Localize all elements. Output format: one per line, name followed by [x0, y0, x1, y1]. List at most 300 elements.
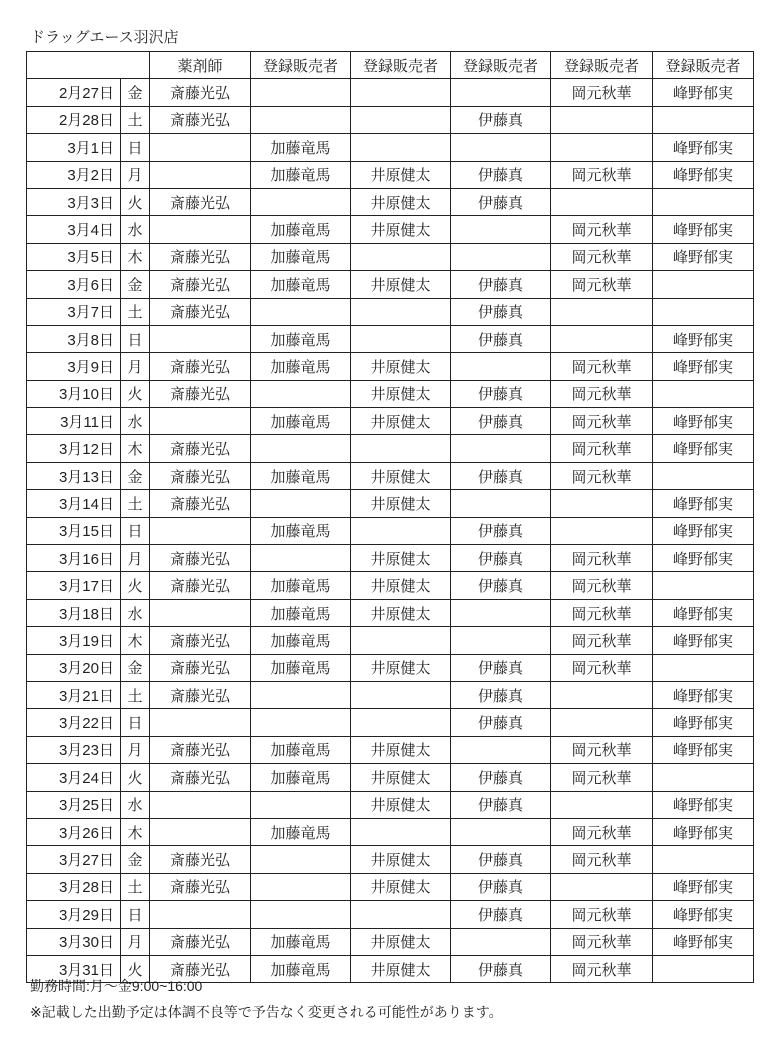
seller-cell: [451, 736, 551, 763]
weekday-cell: 土: [121, 298, 150, 325]
seller-cell: 井原健太: [351, 161, 451, 188]
table-row: [27, 681, 754, 708]
weekday-cell: 金: [121, 846, 150, 873]
seller-cell: 峰野郁実: [653, 134, 754, 161]
weekday-cell: 日: [121, 134, 150, 161]
weekday-cell: 金: [121, 79, 150, 106]
seller-cell: [351, 106, 451, 133]
column-header: [27, 52, 150, 79]
table-row: [27, 435, 754, 462]
pharmacist-cell: [150, 517, 251, 544]
seller-cell: 峰野郁実: [653, 901, 754, 928]
seller-cell: [653, 955, 754, 982]
weekday-cell: 日: [121, 517, 150, 544]
seller-cell: 加藤竜馬: [251, 517, 351, 544]
seller-cell: 井原健太: [351, 408, 451, 435]
weekday-cell: 土: [121, 873, 150, 900]
seller-cell: 峰野郁実: [653, 435, 754, 462]
column-header: 登録販売者: [251, 52, 351, 79]
date-cell: 3月15日: [27, 517, 121, 544]
pharmacist-cell: 斎藤光弘: [150, 79, 251, 106]
pharmacist-cell: [150, 599, 251, 626]
disclaimer-note: ※記載した出勤予定は体調不良等で予告なく変更される可能性があります。: [30, 1004, 503, 1020]
seller-cell: [351, 901, 451, 928]
seller-cell: [551, 188, 653, 215]
pharmacist-cell: 斎藤光弘: [150, 490, 251, 517]
weekday-cell: 木: [121, 818, 150, 845]
seller-cell: 井原健太: [351, 188, 451, 215]
seller-cell: 伊藤真: [451, 572, 551, 599]
pharmacist-cell: 斎藤光弘: [150, 736, 251, 763]
seller-cell: 岡元秋華: [551, 654, 653, 681]
seller-cell: [653, 380, 754, 407]
seller-cell: 井原健太: [351, 599, 451, 626]
seller-cell: [653, 188, 754, 215]
table-row: [27, 408, 754, 435]
seller-cell: 伊藤真: [451, 380, 551, 407]
seller-cell: [551, 709, 653, 736]
column-header: 薬剤師: [150, 52, 251, 79]
date-cell: 3月28日: [27, 873, 121, 900]
table-row: [27, 134, 754, 161]
seller-cell: 加藤竜馬: [251, 353, 351, 380]
seller-cell: 伊藤真: [451, 161, 551, 188]
pharmacist-cell: [150, 408, 251, 435]
date-cell: 3月9日: [27, 353, 121, 380]
seller-cell: [451, 928, 551, 955]
seller-cell: 岡元秋華: [551, 599, 653, 626]
seller-cell: 井原健太: [351, 736, 451, 763]
date-cell: 3月12日: [27, 435, 121, 462]
weekday-cell: 月: [121, 161, 150, 188]
seller-cell: [451, 490, 551, 517]
weekday-cell: 月: [121, 353, 150, 380]
seller-cell: 岡元秋華: [551, 462, 653, 489]
seller-cell: 岡元秋華: [551, 846, 653, 873]
seller-cell: 伊藤真: [451, 188, 551, 215]
seller-cell: 加藤竜馬: [251, 161, 351, 188]
seller-cell: [653, 106, 754, 133]
seller-cell: 加藤竜馬: [251, 955, 351, 982]
pharmacist-cell: [150, 325, 251, 352]
date-cell: 3月11日: [27, 408, 121, 435]
seller-cell: 峰野郁実: [653, 490, 754, 517]
pharmacist-cell: 斎藤光弘: [150, 654, 251, 681]
seller-cell: 伊藤真: [451, 654, 551, 681]
column-header: 登録販売者: [351, 52, 451, 79]
seller-cell: 峰野郁実: [653, 873, 754, 900]
pharmacist-cell: 斎藤光弘: [150, 243, 251, 270]
seller-cell: [251, 709, 351, 736]
weekday-cell: 月: [121, 736, 150, 763]
seller-cell: 加藤竜馬: [251, 572, 351, 599]
weekday-cell: 火: [121, 572, 150, 599]
seller-cell: 井原健太: [351, 928, 451, 955]
date-cell: 3月26日: [27, 818, 121, 845]
date-cell: 3月3日: [27, 188, 121, 215]
seller-cell: 伊藤真: [451, 106, 551, 133]
seller-cell: 加藤竜馬: [251, 271, 351, 298]
date-cell: 3月5日: [27, 243, 121, 270]
seller-cell: 伊藤真: [451, 901, 551, 928]
weekday-cell: 土: [121, 106, 150, 133]
seller-cell: 岡元秋華: [551, 435, 653, 462]
table-row: [27, 325, 754, 352]
seller-cell: [653, 298, 754, 325]
date-cell: 3月30日: [27, 928, 121, 955]
weekday-cell: 金: [121, 271, 150, 298]
seller-cell: [653, 271, 754, 298]
seller-cell: 加藤竜馬: [251, 462, 351, 489]
pharmacist-cell: [150, 901, 251, 928]
seller-cell: [551, 490, 653, 517]
seller-cell: 井原健太: [351, 791, 451, 818]
table-row: [27, 216, 754, 243]
weekday-cell: 日: [121, 709, 150, 736]
seller-cell: 伊藤真: [451, 764, 551, 791]
date-cell: 3月18日: [27, 599, 121, 626]
weekday-cell: 水: [121, 216, 150, 243]
seller-cell: [451, 216, 551, 243]
date-cell: 3月17日: [27, 572, 121, 599]
seller-cell: [551, 873, 653, 900]
seller-cell: 伊藤真: [451, 791, 551, 818]
seller-cell: 岡元秋華: [551, 353, 653, 380]
seller-cell: [251, 681, 351, 708]
date-cell: 3月25日: [27, 791, 121, 818]
seller-cell: [351, 627, 451, 654]
weekday-cell: 土: [121, 490, 150, 517]
weekday-cell: 土: [121, 681, 150, 708]
date-cell: 3月16日: [27, 545, 121, 572]
pharmacist-cell: [150, 134, 251, 161]
date-cell: 3月6日: [27, 271, 121, 298]
shift-schedule-table: [26, 51, 754, 983]
table-row: [27, 188, 754, 215]
date-cell: 3月19日: [27, 627, 121, 654]
seller-cell: 井原健太: [351, 545, 451, 572]
seller-cell: [251, 846, 351, 873]
pharmacist-cell: 斎藤光弘: [150, 681, 251, 708]
seller-cell: [251, 490, 351, 517]
seller-cell: 峰野郁実: [653, 545, 754, 572]
seller-cell: 峰野郁実: [653, 517, 754, 544]
seller-cell: [351, 681, 451, 708]
table-row: [27, 353, 754, 380]
seller-cell: [551, 298, 653, 325]
table-row: [27, 736, 754, 763]
seller-cell: [551, 325, 653, 352]
seller-cell: 峰野郁実: [653, 325, 754, 352]
table-row: [27, 791, 754, 818]
weekday-cell: 火: [121, 188, 150, 215]
weekday-cell: 水: [121, 408, 150, 435]
seller-cell: [251, 380, 351, 407]
weekday-cell: 日: [121, 901, 150, 928]
seller-cell: [351, 298, 451, 325]
seller-cell: 岡元秋華: [551, 901, 653, 928]
seller-cell: 伊藤真: [451, 955, 551, 982]
pharmacist-cell: 斎藤光弘: [150, 928, 251, 955]
seller-cell: [451, 134, 551, 161]
seller-cell: 峰野郁実: [653, 736, 754, 763]
weekday-cell: 火: [121, 955, 150, 982]
pharmacist-cell: 斎藤光弘: [150, 298, 251, 325]
seller-cell: 岡元秋華: [551, 764, 653, 791]
date-cell: 3月7日: [27, 298, 121, 325]
pharmacist-cell: [150, 161, 251, 188]
table-row: [27, 545, 754, 572]
seller-cell: [351, 243, 451, 270]
table-row: [27, 928, 754, 955]
seller-cell: 伊藤真: [451, 325, 551, 352]
date-cell: 3月14日: [27, 490, 121, 517]
seller-cell: 加藤竜馬: [251, 928, 351, 955]
table-row: [27, 298, 754, 325]
seller-cell: 伊藤真: [451, 271, 551, 298]
date-cell: 2月27日: [27, 79, 121, 106]
seller-cell: [653, 764, 754, 791]
seller-cell: 岡元秋華: [551, 79, 653, 106]
date-cell: 2月28日: [27, 106, 121, 133]
seller-cell: [451, 627, 551, 654]
seller-cell: 加藤竜馬: [251, 408, 351, 435]
pharmacist-cell: 斎藤光弘: [150, 873, 251, 900]
seller-cell: 岡元秋華: [551, 818, 653, 845]
working-hours-note: 勤務時間:月～金9:00~16:00: [30, 978, 203, 994]
seller-cell: 加藤竜馬: [251, 325, 351, 352]
seller-cell: 峰野郁実: [653, 681, 754, 708]
column-header: 登録販売者: [451, 52, 551, 79]
seller-cell: 加藤竜馬: [251, 654, 351, 681]
pharmacist-cell: 斎藤光弘: [150, 955, 251, 982]
date-cell: 3月20日: [27, 654, 121, 681]
weekday-cell: 木: [121, 243, 150, 270]
weekday-cell: 火: [121, 380, 150, 407]
weekday-cell: 水: [121, 791, 150, 818]
table-row: [27, 161, 754, 188]
seller-cell: 伊藤真: [451, 873, 551, 900]
seller-cell: 加藤竜馬: [251, 216, 351, 243]
seller-cell: 岡元秋華: [551, 955, 653, 982]
table-row: [27, 490, 754, 517]
date-cell: 3月29日: [27, 901, 121, 928]
table-row: [27, 380, 754, 407]
date-cell: 3月23日: [27, 736, 121, 763]
seller-cell: 伊藤真: [451, 462, 551, 489]
seller-cell: [451, 243, 551, 270]
seller-cell: [351, 517, 451, 544]
seller-cell: [653, 846, 754, 873]
seller-cell: [251, 545, 351, 572]
weekday-cell: 木: [121, 627, 150, 654]
pharmacist-cell: 斎藤光弘: [150, 353, 251, 380]
seller-cell: 井原健太: [351, 380, 451, 407]
seller-cell: 峰野郁実: [653, 791, 754, 818]
seller-cell: 伊藤真: [451, 709, 551, 736]
table-row: [27, 901, 754, 928]
seller-cell: 峰野郁実: [653, 79, 754, 106]
seller-cell: 峰野郁実: [653, 928, 754, 955]
seller-cell: 峰野郁実: [653, 216, 754, 243]
pharmacist-cell: 斎藤光弘: [150, 106, 251, 133]
seller-cell: 加藤竜馬: [251, 599, 351, 626]
seller-cell: 井原健太: [351, 271, 451, 298]
seller-cell: [351, 79, 451, 106]
seller-cell: [451, 435, 551, 462]
pharmacist-cell: 斎藤光弘: [150, 380, 251, 407]
seller-cell: [551, 106, 653, 133]
pharmacist-cell: 斎藤光弘: [150, 435, 251, 462]
seller-cell: [351, 435, 451, 462]
seller-cell: 井原健太: [351, 873, 451, 900]
table-row: [27, 627, 754, 654]
seller-cell: 峰野郁実: [653, 599, 754, 626]
seller-cell: [251, 106, 351, 133]
date-cell: 3月10日: [27, 380, 121, 407]
seller-cell: 岡元秋華: [551, 243, 653, 270]
seller-cell: 井原健太: [351, 654, 451, 681]
seller-cell: 峰野郁実: [653, 161, 754, 188]
pharmacist-cell: 斎藤光弘: [150, 846, 251, 873]
pharmacist-cell: 斎藤光弘: [150, 188, 251, 215]
table-row: [27, 873, 754, 900]
seller-cell: [251, 873, 351, 900]
seller-cell: 峰野郁実: [653, 627, 754, 654]
seller-cell: [653, 462, 754, 489]
seller-cell: [653, 572, 754, 599]
seller-cell: 岡元秋華: [551, 545, 653, 572]
weekday-cell: 水: [121, 599, 150, 626]
table-row: [27, 654, 754, 681]
weekday-cell: 金: [121, 462, 150, 489]
seller-cell: [251, 79, 351, 106]
seller-cell: [351, 818, 451, 845]
seller-cell: [251, 901, 351, 928]
table-row: [27, 599, 754, 626]
seller-cell: 加藤竜馬: [251, 736, 351, 763]
column-header: 登録販売者: [551, 52, 653, 79]
seller-cell: 井原健太: [351, 955, 451, 982]
table-row: [27, 572, 754, 599]
seller-cell: 井原健太: [351, 572, 451, 599]
table-row: [27, 818, 754, 845]
seller-cell: 加藤竜馬: [251, 818, 351, 845]
date-cell: 3月13日: [27, 462, 121, 489]
table-row: [27, 106, 754, 133]
pharmacist-cell: 斎藤光弘: [150, 545, 251, 572]
seller-cell: 井原健太: [351, 846, 451, 873]
weekday-cell: 木: [121, 435, 150, 462]
header-row: [27, 52, 754, 79]
date-cell: 3月22日: [27, 709, 121, 736]
seller-cell: [451, 353, 551, 380]
column-header: 登録販売者: [653, 52, 754, 79]
date-cell: 3月21日: [27, 681, 121, 708]
date-cell: 3月31日: [27, 955, 121, 982]
seller-cell: 岡元秋華: [551, 161, 653, 188]
seller-cell: [551, 681, 653, 708]
seller-cell: [351, 325, 451, 352]
seller-cell: 峰野郁実: [653, 243, 754, 270]
date-cell: 3月8日: [27, 325, 121, 352]
table-row: [27, 846, 754, 873]
seller-cell: [251, 435, 351, 462]
pharmacist-cell: [150, 216, 251, 243]
seller-cell: 井原健太: [351, 353, 451, 380]
seller-cell: 伊藤真: [451, 846, 551, 873]
seller-cell: [351, 134, 451, 161]
seller-cell: 伊藤真: [451, 517, 551, 544]
seller-cell: 岡元秋華: [551, 627, 653, 654]
seller-cell: [451, 79, 551, 106]
weekday-cell: 火: [121, 764, 150, 791]
seller-cell: [551, 134, 653, 161]
seller-cell: [251, 791, 351, 818]
seller-cell: 伊藤真: [451, 298, 551, 325]
document-title: ドラッグエース羽沢店: [30, 29, 179, 46]
pharmacist-cell: [150, 709, 251, 736]
seller-cell: [551, 791, 653, 818]
table-row: [27, 79, 754, 106]
seller-cell: 伊藤真: [451, 408, 551, 435]
seller-cell: 加藤竜馬: [251, 764, 351, 791]
date-cell: 3月2日: [27, 161, 121, 188]
seller-cell: 伊藤真: [451, 545, 551, 572]
table-row: [27, 462, 754, 489]
seller-cell: 岡元秋華: [551, 216, 653, 243]
pharmacist-cell: 斎藤光弘: [150, 462, 251, 489]
seller-cell: 峰野郁実: [653, 353, 754, 380]
seller-cell: 峰野郁実: [653, 818, 754, 845]
date-cell: 3月27日: [27, 846, 121, 873]
seller-cell: 岡元秋華: [551, 380, 653, 407]
table-row: [27, 517, 754, 544]
seller-cell: 井原健太: [351, 216, 451, 243]
weekday-cell: 金: [121, 654, 150, 681]
seller-cell: [451, 599, 551, 626]
table-row: [27, 764, 754, 791]
date-cell: 3月4日: [27, 216, 121, 243]
pharmacist-cell: 斎藤光弘: [150, 764, 251, 791]
seller-cell: 岡元秋華: [551, 572, 653, 599]
weekday-cell: 月: [121, 928, 150, 955]
weekday-cell: 日: [121, 325, 150, 352]
seller-cell: 井原健太: [351, 462, 451, 489]
pharmacist-cell: 斎藤光弘: [150, 271, 251, 298]
seller-cell: 岡元秋華: [551, 736, 653, 763]
pharmacist-cell: 斎藤光弘: [150, 572, 251, 599]
seller-cell: 峰野郁実: [653, 709, 754, 736]
seller-cell: [351, 709, 451, 736]
pharmacist-cell: 斎藤光弘: [150, 627, 251, 654]
seller-cell: [551, 517, 653, 544]
seller-cell: [653, 654, 754, 681]
seller-cell: 岡元秋華: [551, 928, 653, 955]
table-row: [27, 709, 754, 736]
seller-cell: 峰野郁実: [653, 408, 754, 435]
seller-cell: [451, 818, 551, 845]
weekday-cell: 月: [121, 545, 150, 572]
table-row: [27, 271, 754, 298]
seller-cell: 伊藤真: [451, 681, 551, 708]
date-cell: 3月24日: [27, 764, 121, 791]
seller-cell: 加藤竜馬: [251, 243, 351, 270]
seller-cell: 加藤竜馬: [251, 627, 351, 654]
seller-cell: 岡元秋華: [551, 271, 653, 298]
pharmacist-cell: [150, 818, 251, 845]
seller-cell: [251, 298, 351, 325]
